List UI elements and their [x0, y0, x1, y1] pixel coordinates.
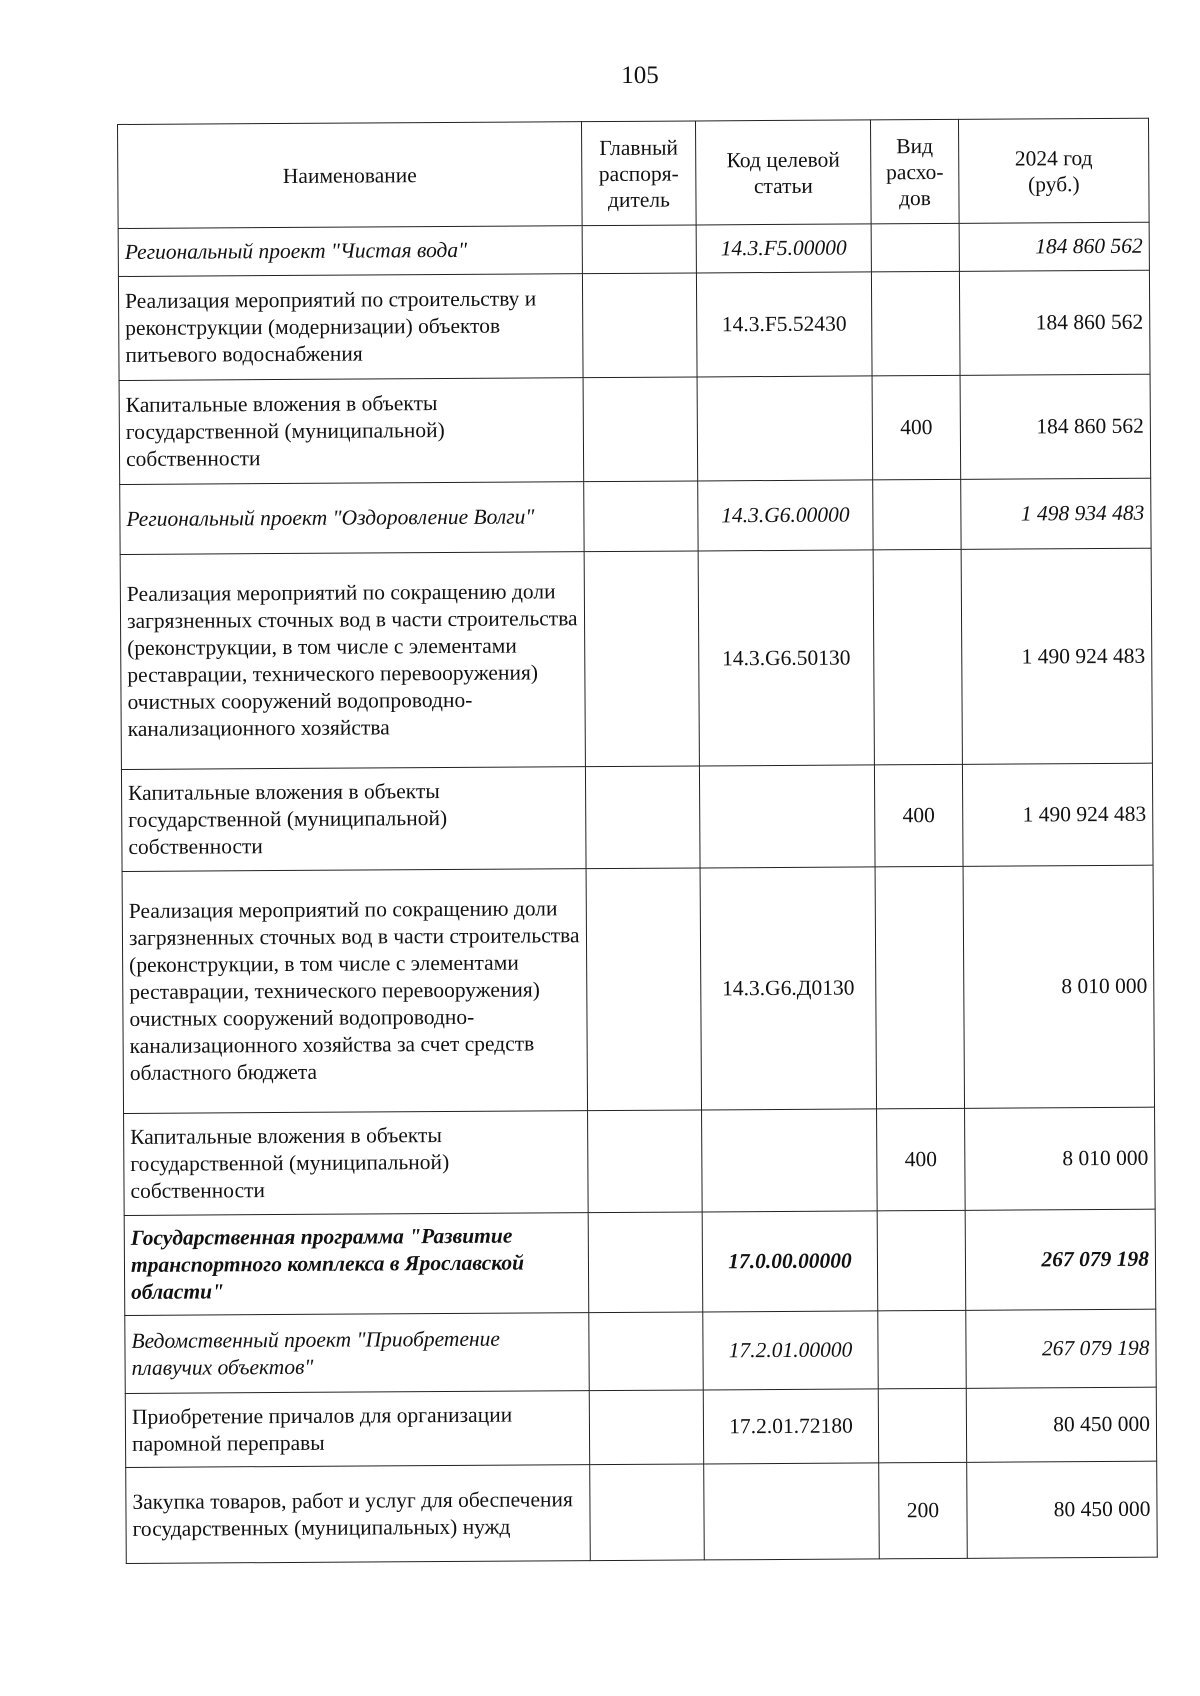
cell-code: 14.3.G6.50130	[698, 550, 874, 766]
cell-amount: 184 860 562	[959, 270, 1150, 375]
cell-type	[871, 223, 959, 272]
cell-admin	[588, 1110, 703, 1213]
cell-type: 200	[879, 1462, 968, 1559]
cell-admin	[583, 377, 698, 482]
header-amount: 2024 год (руб.)	[958, 118, 1149, 223]
header-code: Код целевой статьи	[695, 120, 871, 225]
cell-admin	[589, 1312, 703, 1391]
table-row	[125, 1309, 1156, 1393]
cell-amount: 80 450 000	[967, 1461, 1158, 1558]
cell-name: Региональный проект "Чистая вода"	[118, 226, 582, 277]
cell-amount: 267 079 198	[966, 1309, 1156, 1388]
table-body	[118, 222, 1157, 1563]
cell-admin	[590, 1464, 705, 1561]
cell-amount: 1 490 924 483	[962, 763, 1153, 866]
table-row	[120, 548, 1152, 769]
table-row	[120, 478, 1151, 554]
cell-name: Капитальные вложения в объекты государственной (муниципальной) собственности	[124, 1111, 589, 1216]
cell-amount: 1 490 924 483	[961, 548, 1152, 764]
cell-code: 17.2.01.72180	[703, 1389, 878, 1464]
cell-type	[873, 549, 962, 765]
cell-code	[702, 1109, 878, 1212]
cell-code: 14.3.G6.Д0130	[700, 867, 876, 1110]
table-row	[119, 374, 1151, 484]
cell-amount: 1 498 934 483	[961, 478, 1151, 549]
cell-admin	[582, 273, 697, 378]
cell-name: Региональный проект "Оздоровление Волги"	[120, 482, 584, 555]
cell-admin	[582, 225, 696, 274]
cell-amount: 184 860 562	[960, 374, 1151, 479]
table-row	[118, 222, 1149, 276]
cell-type: 400	[874, 764, 963, 867]
cell-name: Закупка товаров, работ и услуг для обеспечения государственных (муниципальных) нужд	[126, 1465, 591, 1564]
header-type: Вид расхо-дов	[870, 119, 959, 224]
cell-name: Ведомственный проект "Приобретение плавучих объектов"	[125, 1313, 589, 1394]
cell-type	[871, 271, 960, 376]
header-name: Наименование	[118, 122, 583, 229]
cell-name: Реализация мероприятий по сокращению доли загрязненных сточных вод в части строительства (реконструкции, в том числе с элементами реставрации, технического перевооружения) очистных сооружений водопроводно-канализационного хозяйства	[120, 552, 585, 770]
cell-type	[875, 866, 964, 1109]
cell-code: 14.3.F5.00000	[696, 224, 871, 273]
cell-amount: 80 450 000	[966, 1387, 1156, 1462]
cell-type	[878, 1388, 966, 1463]
table-row	[121, 763, 1153, 871]
cell-name: Государственная программа "Развитие транспортного комплекса в Ярославской области"	[124, 1213, 589, 1316]
cell-code: 14.3.F5.52430	[696, 272, 872, 377]
table-row	[126, 1461, 1158, 1563]
cell-admin	[588, 1212, 703, 1313]
cell-admin	[584, 481, 698, 552]
cell-admin	[586, 868, 701, 1111]
cell-code	[699, 765, 875, 868]
cell-amount: 267 079 198	[965, 1209, 1156, 1310]
cell-amount: 184 860 562	[959, 222, 1149, 271]
cell-code	[704, 1463, 880, 1560]
cell-type: 400	[877, 1108, 966, 1211]
cell-type	[877, 1210, 966, 1311]
page-number: 105	[621, 62, 659, 89]
cell-admin	[585, 766, 700, 869]
cell-code: 17.0.00.00000	[702, 1211, 878, 1312]
cell-type	[873, 479, 961, 550]
cell-code: 17.2.01.00000	[703, 1311, 878, 1390]
cell-code: 14.3.G6.00000	[698, 480, 873, 551]
cell-amount: 8 010 000	[965, 1107, 1156, 1210]
table-row	[118, 270, 1150, 380]
budget-table	[117, 118, 1158, 1564]
cell-name: Капитальные вложения в объекты государственной (муниципальной) собственности	[121, 767, 586, 872]
cell-admin	[589, 1390, 703, 1465]
cell-name: Реализация мероприятий по сокращению доли загрязненных сточных вод в части строительства (реконструкции, в том числе с элементами реставрации, технического перевооружения) очистных сооружений водопроводно-канализационного хозяйства за счет средств областного бюджета	[122, 869, 587, 1114]
cell-name: Капитальные вложения в объекты государственной (муниципальной) собственности	[119, 378, 584, 485]
table-row	[124, 1209, 1156, 1315]
cell-name: Приобретение причалов для организации паромной переправы	[125, 1391, 589, 1468]
table-row	[122, 865, 1154, 1113]
table-header-row	[118, 118, 1150, 228]
cell-type	[878, 1310, 966, 1389]
cell-type: 400	[872, 375, 961, 480]
cell-admin	[584, 551, 699, 767]
table-row	[124, 1107, 1156, 1215]
cell-amount: 8 010 000	[963, 865, 1154, 1108]
cell-name: Реализация мероприятий по строительству и реконструкции (модернизации) объектов питьевого водоснабжения	[118, 274, 583, 381]
cell-code	[697, 376, 873, 481]
table-row	[125, 1387, 1156, 1467]
header-admin: Главный распоря-дитель	[581, 121, 696, 226]
